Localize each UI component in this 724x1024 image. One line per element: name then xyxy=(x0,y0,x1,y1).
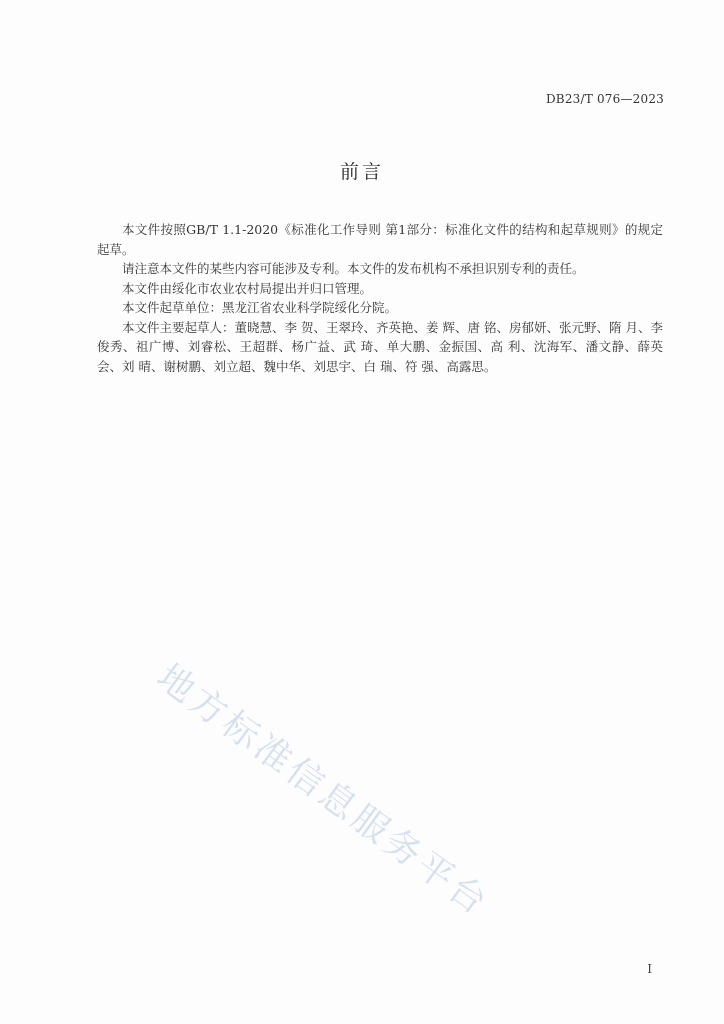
paragraph-drafting-unit: 本文件起草单位：黑龙江省农业科学院绥化分院。 xyxy=(122,300,398,315)
document-code: DB23/T 076—2023 xyxy=(545,92,664,106)
page-title: 前言 xyxy=(339,161,384,183)
paragraph-drafters: 本文件主要起草人：董晓慧、李 贺、王翠玲、齐英艳、姜 辉、唐 铭、房郁妍、张元野、隋 月、李俊秀、祖广博、刘睿松、王超群、杨广益、武 琦、单大鹏、金振国、高 利、沈海军、潘文静、薛英会、刘 晴、谢树鹏、刘立超、魏中华、刘思宇、白 瑞、符 强、高露思。 xyxy=(97,319,663,374)
foreword-body xyxy=(97,220,663,376)
paragraph-proposer: 本文件由绥化市农业农村局提出并归口管理。 xyxy=(122,280,373,296)
paragraph-drafting-rule: 本文件按照GB/T 1.1-2020《标准化工作导则 第1部分：标准化文件的结构和起草规则》的规定起草。 xyxy=(97,222,663,257)
watermark: 地方标准信息服务平台 xyxy=(149,656,497,925)
paragraph-patent-notice: 请注意本文件的某些内容可能涉及专利。本文件的发布机构不承担识别专利的责任。 xyxy=(122,261,585,276)
page-number: I xyxy=(647,962,652,976)
